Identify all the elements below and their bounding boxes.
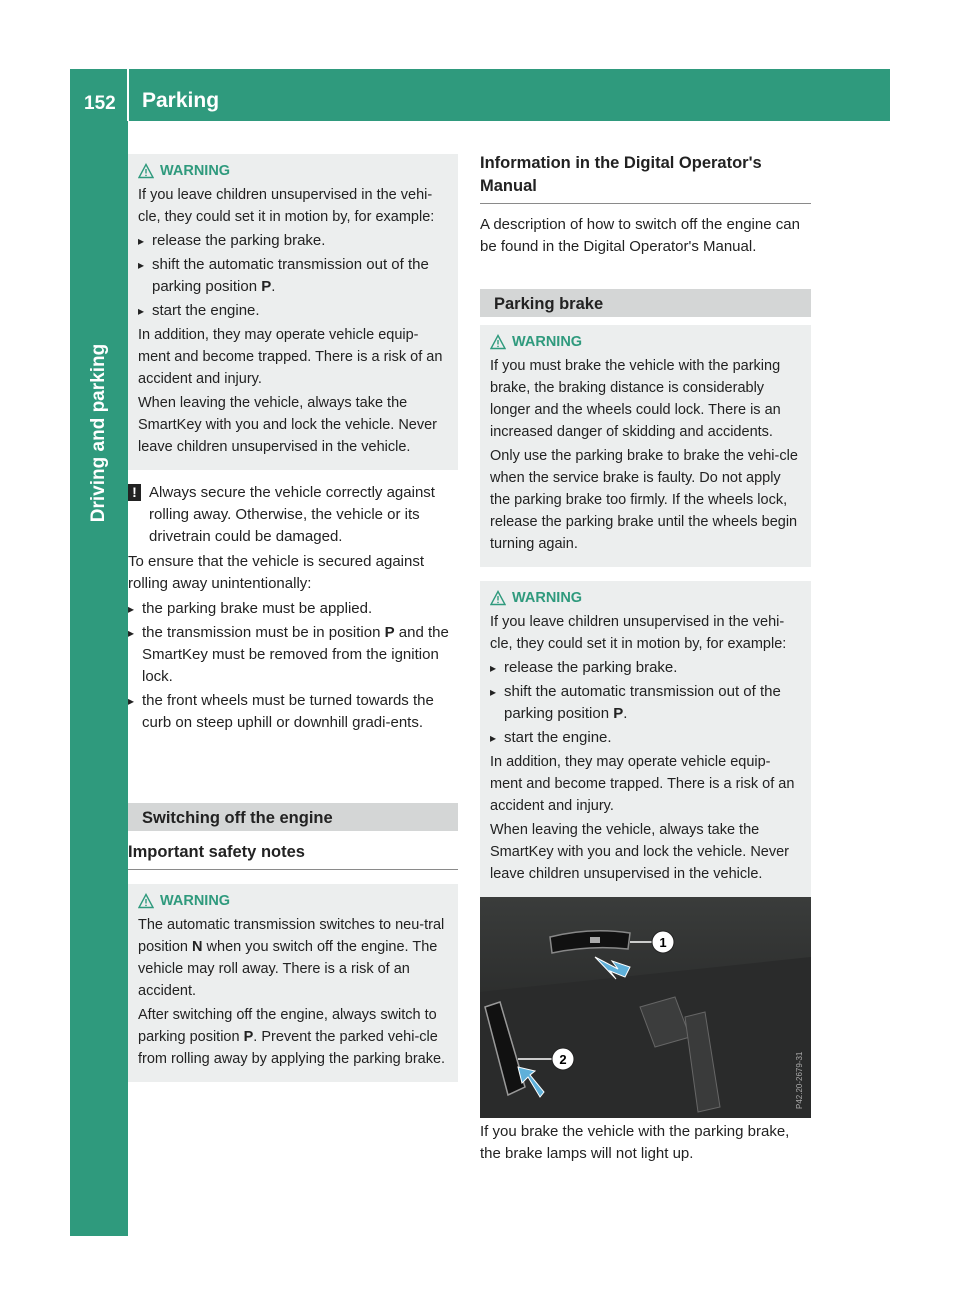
parking-brake-photo [480,897,811,1118]
bullet-list [490,657,801,749]
warning-text: If you leave children unsupervised in the vehi-cle, they could set it in motion by, for example: [138,187,435,225]
punct: . [623,705,628,722]
note-block [128,482,458,548]
chapter-side-tab [70,121,128,1236]
list-item: ▸ release the parking brake. [490,657,801,679]
list-item-text: and the SmartKey must be removed from the ignition lock. [142,624,449,685]
warning-heading [490,587,801,609]
subsection-heading: Important safety notes [128,841,458,870]
gear-key: P [261,278,272,295]
section-heading: Parking brake [480,289,811,317]
warning-triangle-icon [490,590,506,606]
exclamation-icon: ! [128,484,141,501]
text-span: . Prevent the parked vehi-cle from rolling away by applying the parking brake. [138,1029,446,1067]
left-column-lower [128,803,458,1082]
list-item: ▸ the front wheels must be turned towards the curb on steep uphill or downhill gradi-ents. [128,690,458,734]
warning-box-children [480,581,811,897]
gear-key: P [243,1029,254,1045]
chapter-label: Driving and parking [88,343,109,523]
warning-text: Only use the parking brake to brake the vehi-cle when the service brake is faulty. Do not apply the parking brake too firmly. If the wheels lock, release the parking brake until the wheels begin turning again. [490,448,798,552]
page-number: 152 [84,93,116,114]
warning-text: In addition, they may operate vehicle equip-ment and become trapped. There is a risk of an accident and injury. [490,754,795,814]
note-text: Always secure the vehicle correctly against rolling away. Otherwise, the vehicle or its drivetrain could be damaged. [149,484,435,545]
page-header [70,69,890,121]
subsection-heading: Information in the Digital Operator's Manual [480,152,811,204]
text-span: The automatic transmission switches to neu-tral position [138,917,445,955]
warning-text [138,914,448,1002]
body-paragraph: A description of how to switch off the engine can be found in the Digital Operator's Manual. [480,216,800,255]
warning-triangle-icon [490,334,506,350]
list-item-text: the transmission must be in position [142,624,385,641]
list-item: ▸ start the engine. [490,727,801,749]
body-paragraph: To ensure that the vehicle is secured against rolling away unintentionally: [128,553,425,592]
list-item [138,254,448,298]
list-item-text: shift the automatic transmission out of the parking position [504,683,781,722]
list-item: ▸ the parking brake must be applied. [128,598,458,620]
warning-label: WARNING [160,893,231,909]
warning-text: When leaving the vehicle, always take the SmartKey with you and lock the vehicle. Never leave children unsupervised in the vehicle. [138,395,437,455]
gear-key: P [613,705,624,722]
warning-text: In addition, they may operate vehicle equip-ment and become trapped. There is a risk of an accident and injury. [138,327,443,387]
warning-text: When leaving the vehicle, always take the SmartKey with you and lock the vehicle. Never leave children unsupervised in the vehicle. [490,822,789,882]
list-item: ▸ start the engine. [138,300,448,322]
text-span: After switching off the engine, always switch to parking position [138,1007,437,1045]
text-span: when you switch off the engine. The vehicle may roll away. There is a risk of an accident. [138,939,438,999]
warning-triangle-icon [138,163,154,179]
warning-box-neutral [128,884,458,1082]
body-text-block [128,482,458,734]
callout-1-label: 1 [659,935,667,950]
warning-heading [138,890,448,912]
bullet-list [138,230,448,322]
punct: . [271,278,276,295]
warning-text: If you leave children unsupervised in the vehi-cle, they could set it in motion by, for example: [490,614,787,652]
page-title: Parking [142,89,220,112]
warning-box-children [128,154,458,470]
warning-heading [490,331,801,353]
warning-text: If you must brake the vehicle with the parking brake, the braking distance is considerably longer and the wheels could lock. There is an increased danger of skidding and accidents. [490,358,781,440]
right-column-lower [480,289,811,897]
list-item-text: shift the automatic transmission out of the parking position [152,256,429,295]
warning-text [138,1004,448,1070]
right-column [480,152,811,258]
warning-label: WARNING [160,163,231,179]
list-item [490,681,801,725]
left-column [128,154,458,736]
section-heading: Switching off the engine [128,803,458,831]
warning-heading [138,160,448,182]
bullet-list [128,598,458,734]
list-item [128,622,458,688]
warning-label: WARNING [512,334,583,350]
warning-box-parking-brake [480,325,811,567]
warning-triangle-icon [138,893,154,909]
handle-symbol [590,937,600,943]
list-item: ▸ release the parking brake. [138,230,448,252]
figure-code: P42.20-2679-31 [795,1051,804,1109]
gear-key: N [192,939,203,955]
warning-label: WARNING [512,590,583,606]
header-divider [127,69,129,121]
callout-2-label: 2 [559,1052,567,1067]
gear-key: P [384,624,395,641]
figure-caption: If you brake the vehicle with the parking brake, the brake lamps will not light up. [480,1123,790,1162]
